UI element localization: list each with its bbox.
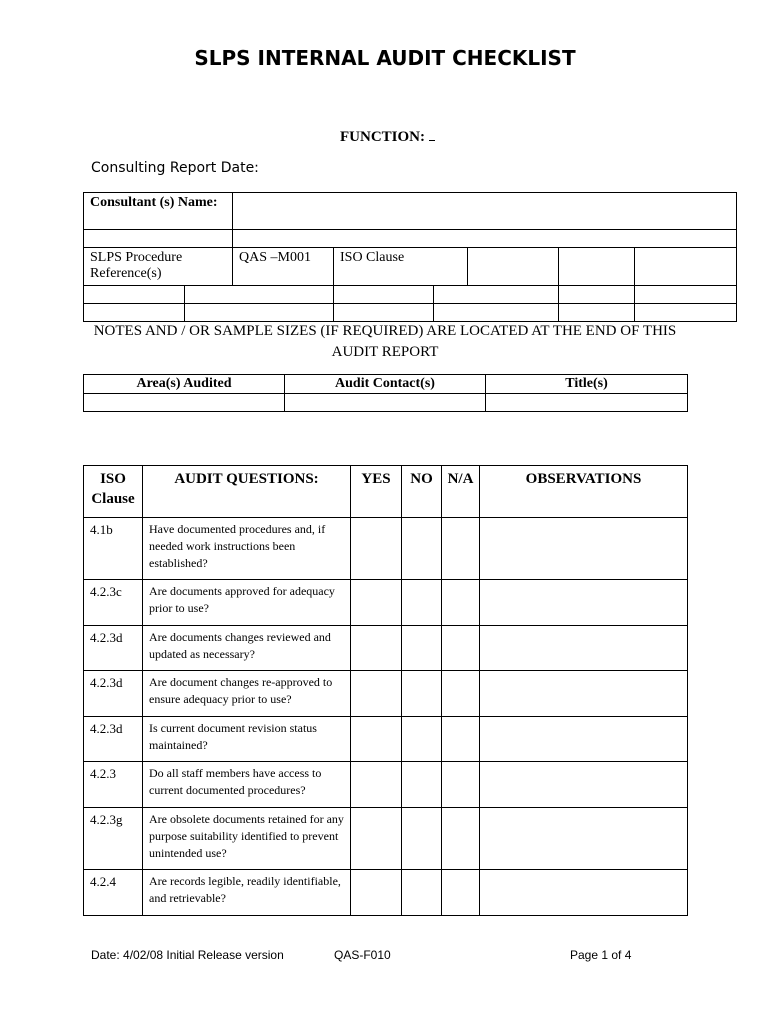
yes-cell[interactable] <box>351 580 402 626</box>
iso-clause-cell: 4.2.3g <box>84 808 143 870</box>
na-cell[interactable] <box>442 762 480 808</box>
consultant-name-label: Consultant (s) Name: <box>84 193 233 230</box>
question-cell: Are records legible, readily identifiable, and retrievable? <box>143 870 351 916</box>
na-header: N/A <box>442 466 480 518</box>
areas-audited-field[interactable] <box>84 394 285 412</box>
no-header: NO <box>402 466 442 518</box>
function-blank[interactable] <box>429 128 435 141</box>
no-cell[interactable] <box>402 580 442 626</box>
yes-cell[interactable] <box>351 626 402 671</box>
no-cell[interactable] <box>402 870 442 916</box>
footer-page-number: Page 1 of 4 <box>570 948 632 962</box>
blank-cell[interactable] <box>434 286 559 304</box>
no-cell[interactable] <box>402 808 442 870</box>
notes-text: NOTES AND / OR SAMPLE SIZES (IF REQUIRED) ARE LOCATED AT THE END OF THIS AUDIT REPORT <box>93 323 677 360</box>
blank-cell <box>84 230 233 248</box>
no-cell[interactable] <box>402 762 442 808</box>
function-label: FUNCTION: <box>340 129 425 145</box>
na-cell[interactable] <box>442 518 480 580</box>
iso-clause-field[interactable] <box>559 248 635 286</box>
consultant-table <box>83 192 737 322</box>
blank-cell[interactable] <box>334 286 434 304</box>
question-cell: Are obsolete documents retained for any purpose suitability identified to prevent unintended use? <box>143 808 351 870</box>
audit-questions-table <box>83 465 688 916</box>
yes-cell[interactable] <box>351 717 402 762</box>
observations-cell[interactable] <box>480 671 688 717</box>
blank-cell[interactable] <box>185 286 334 304</box>
area-table <box>83 374 688 412</box>
iso-clause-label: ISO Clause <box>334 248 468 286</box>
yes-cell[interactable] <box>351 870 402 916</box>
question-cell: Are documents approved for adequacy prior to use? <box>143 580 351 626</box>
iso-clause-field[interactable] <box>468 248 559 286</box>
areas-audited-header: Area(s) Audited <box>84 375 285 394</box>
na-cell[interactable] <box>442 870 480 916</box>
observations-cell[interactable] <box>480 518 688 580</box>
iso-clause-field[interactable] <box>635 248 737 286</box>
table-row <box>84 717 688 762</box>
blank-cell[interactable] <box>635 304 737 322</box>
observations-cell[interactable] <box>480 870 688 916</box>
blank-cell[interactable] <box>559 286 635 304</box>
observations-cell[interactable] <box>480 626 688 671</box>
procedure-reference-value: QAS –M001 <box>233 248 334 286</box>
table-row <box>84 580 688 626</box>
audit-contacts-field[interactable] <box>285 394 486 412</box>
question-cell: Are document changes re-approved to ensure adequacy prior to use? <box>143 671 351 717</box>
iso-clause-header: ISO Clause <box>84 466 143 518</box>
no-cell[interactable] <box>402 717 442 762</box>
iso-clause-cell: 4.2.3 <box>84 762 143 808</box>
consultant-name-field[interactable] <box>233 193 737 230</box>
table-row <box>84 626 688 671</box>
question-cell: Is current document revision status maintained? <box>143 717 351 762</box>
blank-cell[interactable] <box>84 304 185 322</box>
audit-questions-header: AUDIT QUESTIONS: <box>143 466 351 518</box>
observations-cell[interactable] <box>480 717 688 762</box>
yes-cell[interactable] <box>351 762 402 808</box>
yes-header: YES <box>351 466 402 518</box>
table-row <box>84 808 688 870</box>
iso-clause-cell: 4.2.4 <box>84 870 143 916</box>
yes-cell[interactable] <box>351 518 402 580</box>
question-cell: Have documented procedures and, if needed work instructions been established? <box>143 518 351 580</box>
procedure-reference-label: SLPS Procedure Reference(s) <box>84 248 233 286</box>
question-cell: Do all staff members have access to current documented procedures? <box>143 762 351 808</box>
na-cell[interactable] <box>442 671 480 717</box>
footer-date: Date: 4/02/08 Initial Release version <box>91 948 284 962</box>
document-title: SLPS INTERNAL AUDIT CHECKLIST <box>194 46 576 70</box>
observations-cell[interactable] <box>480 808 688 870</box>
blank-cell[interactable] <box>334 304 434 322</box>
iso-clause-cell: 4.1b <box>84 518 143 580</box>
blank-cell[interactable] <box>185 304 334 322</box>
table-row <box>84 518 688 580</box>
table-row <box>84 870 688 916</box>
footer-form-number: QAS-F010 <box>334 948 391 962</box>
blank-cell[interactable] <box>635 286 737 304</box>
observations-header: OBSERVATIONS <box>480 466 688 518</box>
question-cell: Are documents changes reviewed and updated as necessary? <box>143 626 351 671</box>
yes-cell[interactable] <box>351 671 402 717</box>
no-cell[interactable] <box>402 671 442 717</box>
observations-cell[interactable] <box>480 762 688 808</box>
blank-cell[interactable] <box>84 286 185 304</box>
na-cell[interactable] <box>442 626 480 671</box>
blank-cell <box>233 230 737 248</box>
iso-clause-cell: 4.2.3d <box>84 717 143 762</box>
iso-clause-cell: 4.2.3d <box>84 626 143 671</box>
no-cell[interactable] <box>402 626 442 671</box>
iso-clause-cell: 4.2.3d <box>84 671 143 717</box>
blank-cell[interactable] <box>559 304 635 322</box>
titles-header: Title(s) <box>486 375 688 394</box>
consulting-report-date-label: Consulting Report Date: <box>91 160 259 176</box>
na-cell[interactable] <box>442 808 480 870</box>
observations-cell[interactable] <box>480 580 688 626</box>
function-field <box>340 128 435 146</box>
na-cell[interactable] <box>442 717 480 762</box>
iso-clause-cell: 4.2.3c <box>84 580 143 626</box>
table-row <box>84 671 688 717</box>
audit-contacts-header: Audit Contact(s) <box>285 375 486 394</box>
blank-cell[interactable] <box>434 304 559 322</box>
titles-field[interactable] <box>486 394 688 412</box>
yes-cell[interactable] <box>351 808 402 870</box>
na-cell[interactable] <box>442 580 480 626</box>
table-row <box>84 762 688 808</box>
no-cell[interactable] <box>402 518 442 580</box>
